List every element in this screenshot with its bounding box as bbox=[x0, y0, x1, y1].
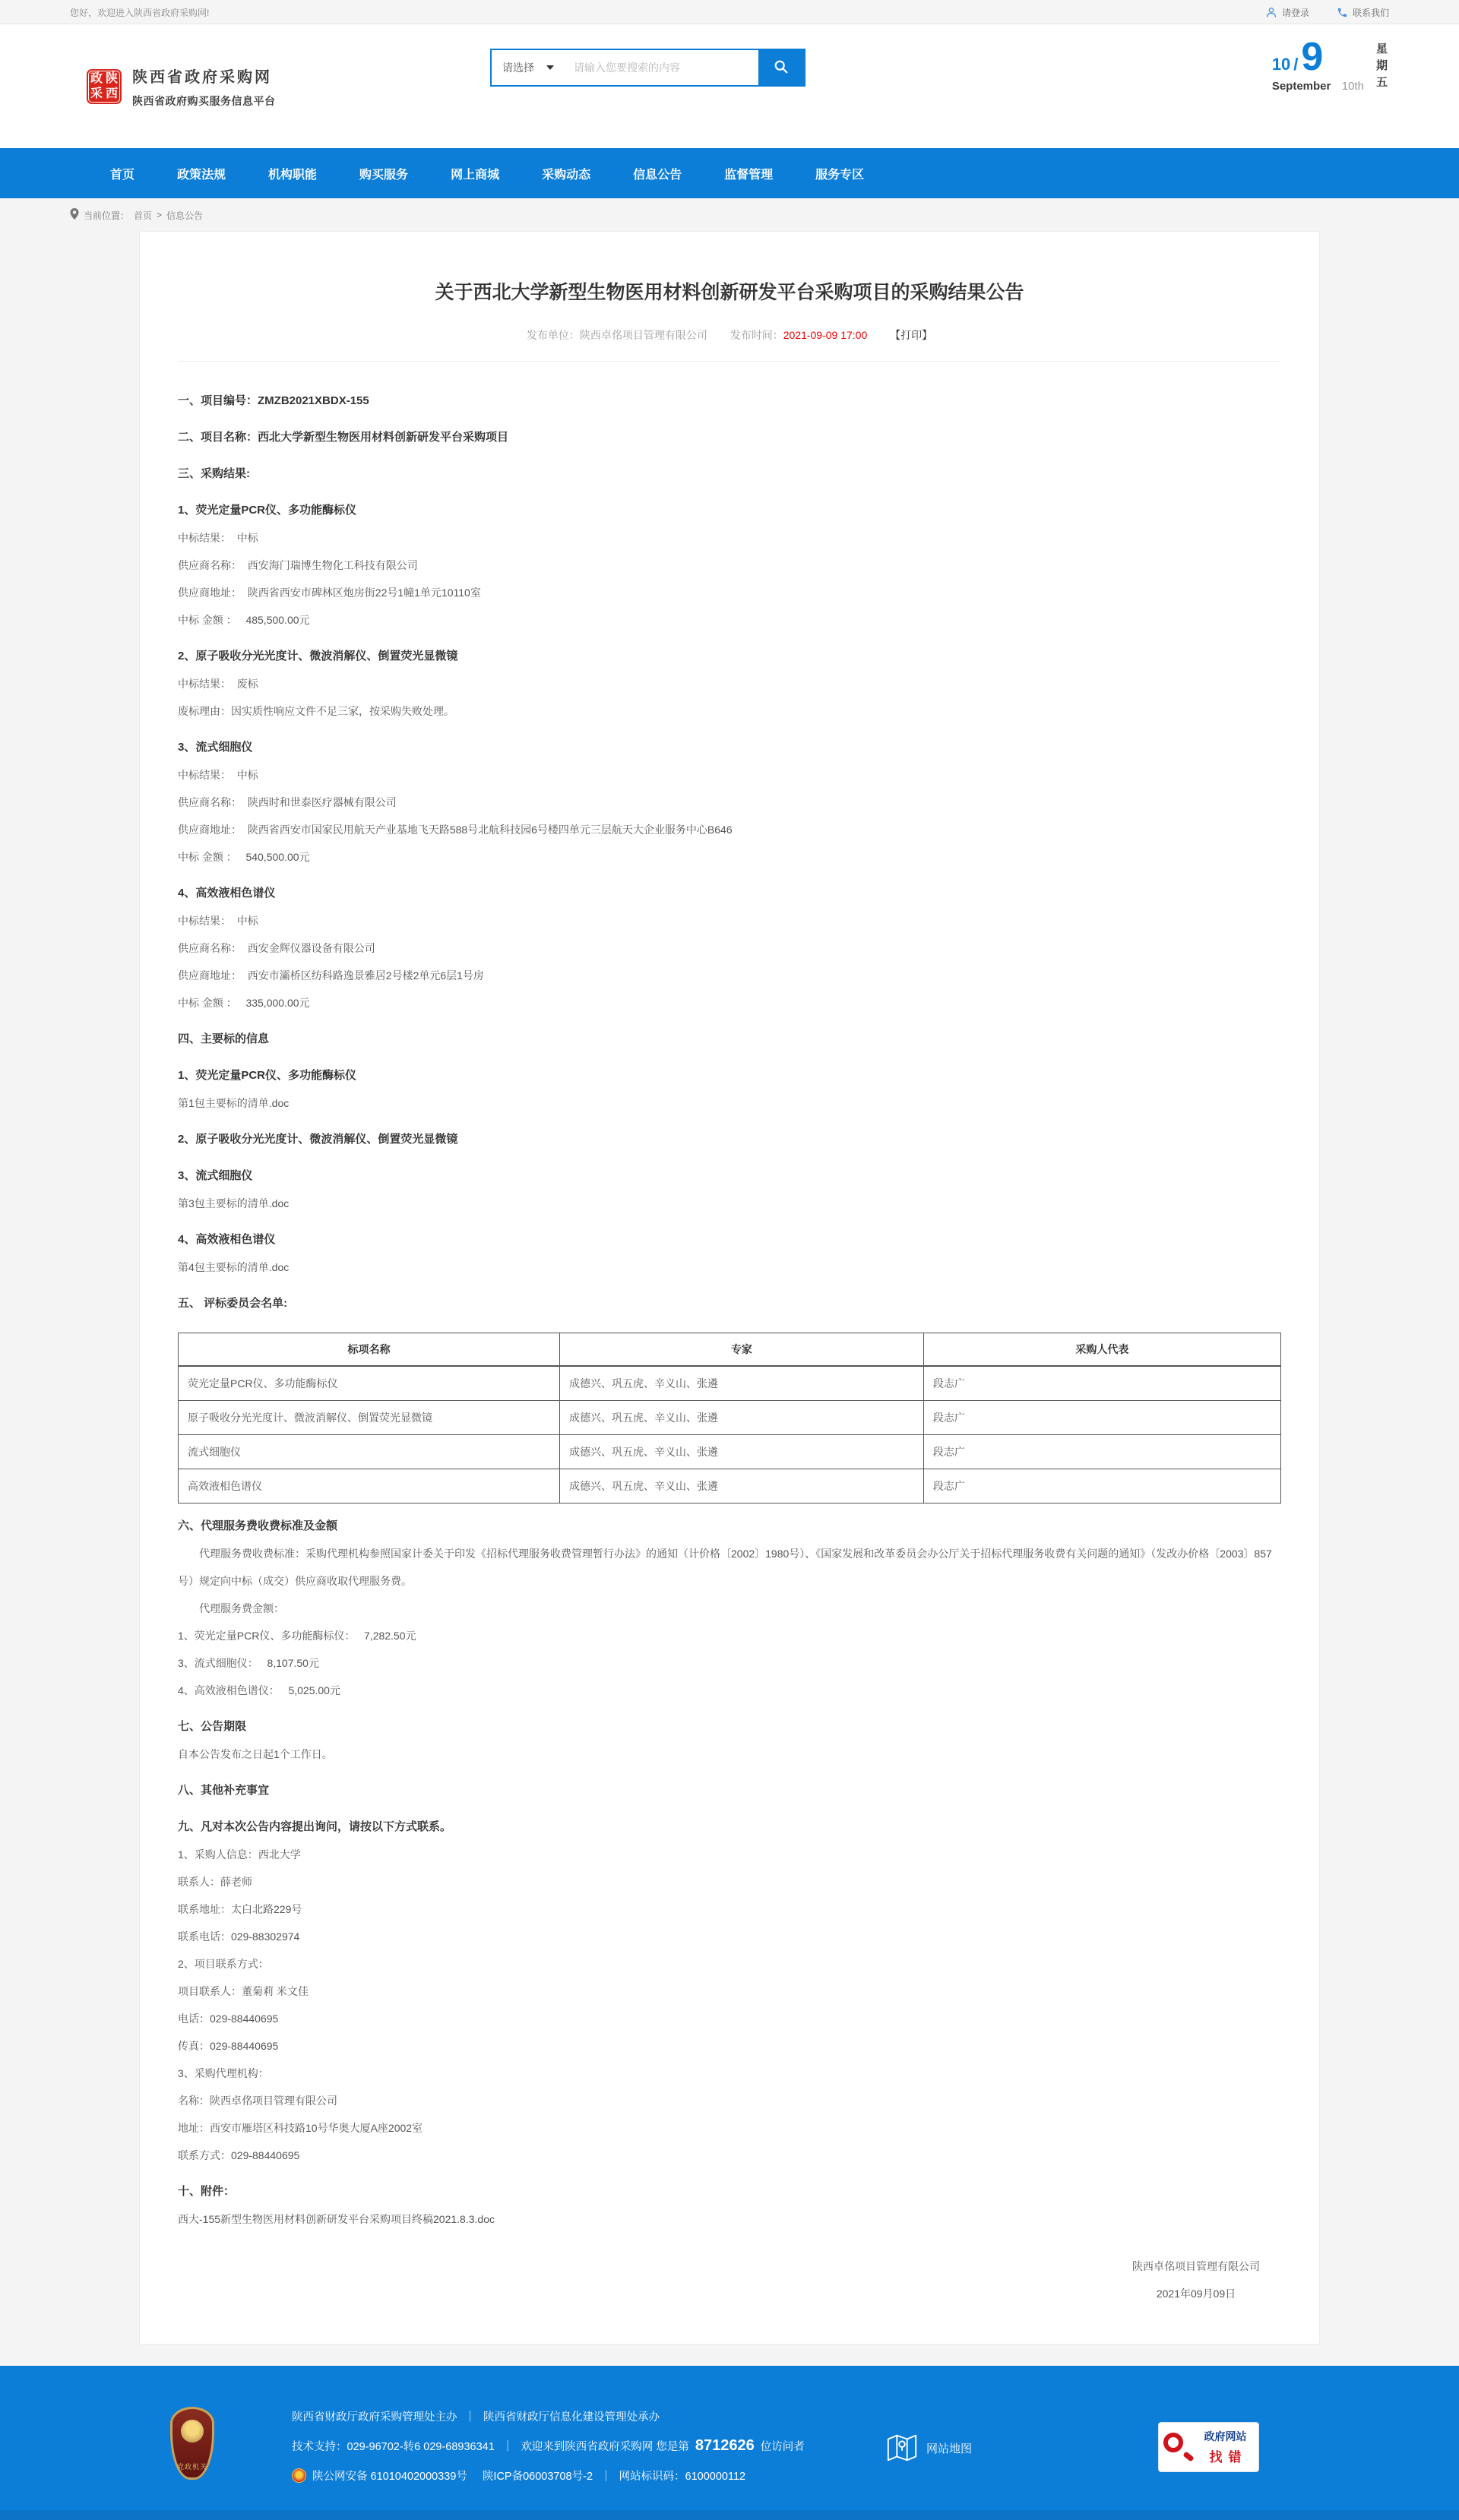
footer-line-host bbox=[292, 2401, 805, 2431]
body-line: 供应商名称： 西安海门瑞博生物化工科技有限公司 bbox=[178, 559, 418, 571]
publish-time-label: 发布时间： bbox=[730, 329, 783, 341]
body-line: 传真：029-88440695 bbox=[178, 2040, 279, 2052]
committee-table-cell: 段志广 bbox=[923, 1366, 1280, 1401]
article-meta bbox=[178, 327, 1281, 362]
attachment-link[interactable]: 西大-155新型生物医用材料创新研发平台采购项目终稿2021.8.3.doc bbox=[178, 2213, 495, 2225]
announcement-card bbox=[139, 231, 1320, 2345]
seal-char: 采 bbox=[90, 87, 103, 100]
login-link[interactable] bbox=[1265, 6, 1309, 19]
section-heading: 六、代理服务费收费标准及金额 bbox=[178, 1519, 338, 1532]
signature-company: 陕西卓佲项目管理有限公司 bbox=[1132, 2260, 1260, 2272]
sub-heading: 4、高效液相色谱仪 bbox=[178, 1233, 276, 1246]
committee-table-header-cell: 采购人代表 bbox=[923, 1333, 1280, 1367]
search-category-select[interactable] bbox=[492, 50, 571, 85]
section-heading: 九、凡对本次公告内容提出询问，请按以下方式联系。 bbox=[178, 1820, 452, 1833]
party-govt-badge-label: 党政机关 bbox=[176, 2463, 207, 2471]
site-name: 陕西省政府采购网 bbox=[132, 68, 272, 86]
committee-table-cell: 成德兴、巩五虎、辛义山、张遴 bbox=[560, 1469, 924, 1503]
footer-support: 技术支持：029-96702-转6 029-68936341 bbox=[292, 2441, 495, 2453]
logo-seal-icon bbox=[87, 69, 122, 104]
nav-item[interactable]: 购买服务 bbox=[359, 168, 409, 182]
search-icon bbox=[773, 58, 790, 77]
contact-link[interactable] bbox=[1337, 6, 1389, 19]
body-line: 联系人：薛老师 bbox=[178, 1876, 252, 1888]
section-heading: 五、 评标委员会名单: bbox=[178, 1297, 288, 1310]
site-logo[interactable] bbox=[87, 65, 276, 109]
sitemap-label: 网站地图 bbox=[926, 2442, 973, 2455]
site-footer bbox=[0, 2366, 1459, 2520]
visitor-suffix: 位访问者 bbox=[760, 2441, 805, 2453]
article-body bbox=[178, 387, 1281, 2233]
sub-heading: 4、高效液相色谱仪 bbox=[178, 887, 276, 900]
sub-heading: 2、原子吸收分光光度计、微波消解仪、倒置荧光显微镜 bbox=[178, 650, 458, 662]
date-ordinal: 10th bbox=[1341, 79, 1364, 93]
signature-block bbox=[178, 2253, 1281, 2307]
body-line: 中标结果： 中标 bbox=[178, 915, 258, 927]
attachment-link[interactable]: 第4包主要标的清单.doc bbox=[178, 1261, 290, 1273]
nav-item[interactable]: 首页 bbox=[110, 168, 135, 182]
body-line: 中标 金额 ： 485,500.00元 bbox=[178, 614, 310, 626]
nav-item[interactable]: 机构职能 bbox=[268, 168, 318, 182]
breadcrumb-separator: > bbox=[157, 210, 163, 220]
govt-site-error-report-badge[interactable] bbox=[1158, 2422, 1259, 2472]
footer-host: 陕西省财政厅政府采购管理处主办 bbox=[292, 2411, 457, 2424]
user-icon bbox=[1265, 6, 1277, 18]
body-line: 联系方式：029-88440695 bbox=[178, 2149, 300, 2161]
section-heading: 二、项目名称：西北大学新型生物医用材料创新研发平台采购项目 bbox=[178, 431, 509, 444]
committee-table-cell: 段志广 bbox=[923, 1401, 1280, 1435]
section-heading: 三、采购结果: bbox=[178, 467, 250, 480]
main-content bbox=[0, 231, 1459, 2366]
body-line: 供应商地址： 陕西省西安市国家民用航天产业基地飞天路588号北航科技园6号楼四单元三层航天大企业服务中心B646 bbox=[178, 824, 733, 836]
body-line: 中标结果： 中标 bbox=[178, 769, 258, 781]
breadcrumb-home-link[interactable]: 首页 bbox=[134, 210, 153, 221]
signature-date: 2021年09月09日 bbox=[1156, 2288, 1236, 2300]
body-line: 供应商地址： 陕西省西安市碑林区炮房街22号1幢1单元10110室 bbox=[178, 587, 481, 599]
body-line: 废标理由：因实质性响应文件不足三家，按采购失败处理。 bbox=[178, 705, 454, 717]
sub-heading: 2、原子吸收分光光度计、微波消解仪、倒置荧光显微镜 bbox=[178, 1133, 458, 1146]
publisher-label: 发布单位： bbox=[526, 329, 580, 341]
body-line: 2、项目联系方式： bbox=[178, 1958, 269, 1970]
body-line: 中标 金额 ： 335,000.00元 bbox=[178, 997, 310, 1009]
committee-table bbox=[178, 1333, 1281, 1503]
committee-table-cell: 段志广 bbox=[923, 1469, 1280, 1503]
top-bar bbox=[0, 0, 1459, 24]
body-line: 联系地址：太白北路229号 bbox=[178, 1903, 302, 1915]
body-line: 项目联系人：董菊莉 米文佳 bbox=[178, 1985, 309, 1997]
search-box bbox=[490, 49, 805, 87]
page-title: 关于西北大学新型生物医用材料创新研发平台采购项目的采购结果公告 bbox=[435, 282, 1024, 303]
error-badge-line1: 政府网站 bbox=[1204, 2430, 1247, 2443]
nav-item[interactable]: 采购动态 bbox=[542, 168, 591, 182]
error-badge-line2: 找错 bbox=[1209, 2450, 1248, 2465]
nav-item[interactable]: 信息公告 bbox=[633, 168, 682, 182]
public-security-emblem-icon bbox=[292, 2468, 306, 2483]
welcome-text: 您好，欢迎进入陕西省政府采购网! bbox=[70, 7, 210, 18]
footer-org: 陕西省财政厅信息化建设管理处承办 bbox=[483, 2411, 660, 2424]
search-button[interactable] bbox=[758, 50, 804, 85]
nav-item[interactable]: 监督管理 bbox=[724, 168, 774, 182]
body-line: 3、流式细胞仪： 8,107.50元 bbox=[178, 1657, 319, 1669]
committee-table-cell: 原子吸收分光光度计、微波消解仪、倒置荧光显微镜 bbox=[179, 1401, 560, 1435]
chevron-down-icon bbox=[546, 65, 554, 70]
committee-table-cell: 流式细胞仪 bbox=[179, 1435, 560, 1469]
committee-table-row bbox=[179, 1366, 1281, 1401]
contact-label: 联系我们 bbox=[1352, 7, 1389, 18]
visitor-count: 8712626 bbox=[695, 2437, 755, 2454]
committee-table-cell: 成德兴、巩五虎、辛义山、张遴 bbox=[560, 1435, 924, 1469]
sub-heading: 3、流式细胞仪 bbox=[178, 741, 253, 754]
section-heading: 一、项目编号：ZMZB2021XBDX-155 bbox=[178, 394, 369, 407]
body-line: 地址：西安市雁塔区科技路10号华奥大厦A座2002室 bbox=[178, 2122, 423, 2134]
location-pin-icon bbox=[70, 208, 79, 222]
footer-divider: ｜ bbox=[502, 2441, 514, 2453]
site-header bbox=[0, 24, 1459, 148]
committee-table-cell: 成德兴、巩五虎、辛义山、张遴 bbox=[560, 1366, 924, 1401]
nav-item[interactable]: 政策法规 bbox=[177, 168, 226, 182]
phone-icon bbox=[1337, 7, 1348, 18]
body-paragraph: 代理服务费金额： bbox=[199, 1602, 284, 1614]
site-id-code: 网站标识码：6100000112 bbox=[619, 2471, 746, 2483]
committee-table-cell: 段志广 bbox=[923, 1435, 1280, 1469]
seal-char: 政 bbox=[90, 71, 103, 85]
committee-table-row bbox=[179, 1469, 1281, 1503]
committee-table-cell: 荧光定量PCR仪、多功能酶标仪 bbox=[179, 1366, 560, 1401]
sub-heading: 3、流式细胞仪 bbox=[178, 1169, 253, 1182]
committee-table-cell: 高效液相色谱仪 bbox=[179, 1469, 560, 1503]
search-select-label: 请选择 bbox=[502, 62, 534, 74]
footer-welcome: 欢迎来到陕西省政府采购网 您是第 bbox=[521, 2441, 689, 2453]
committee-table-header-cell: 专家 bbox=[560, 1333, 924, 1367]
body-line: 3、采购代理机构： bbox=[178, 2067, 269, 2079]
section-heading: 十、附件： bbox=[178, 2185, 236, 2198]
nav-item[interactable]: 服务专区 bbox=[815, 168, 865, 182]
committee-table-row bbox=[179, 1401, 1281, 1435]
main-nav bbox=[0, 148, 1459, 198]
search-input[interactable] bbox=[571, 50, 758, 85]
map-icon bbox=[885, 2431, 919, 2465]
section-heading: 七、公告期限 bbox=[178, 1720, 247, 1733]
breadcrumb-current: 信息公告 bbox=[166, 210, 204, 221]
body-line: 中标结果： 中标 bbox=[178, 532, 258, 544]
breadcrumb-prefix: 当前位置： bbox=[84, 210, 130, 221]
date-month-name: September bbox=[1271, 79, 1331, 93]
sub-heading: 1、荧光定量PCR仪、多功能酶标仪 bbox=[178, 504, 357, 517]
login-label: 请登录 bbox=[1281, 7, 1309, 18]
security-registration[interactable]: 陕公网安备 61010402000339号 bbox=[312, 2471, 467, 2483]
committee-table-row bbox=[179, 1435, 1281, 1469]
date-slash: / bbox=[1293, 55, 1299, 74]
body-line: 自本公告发布之日起1个工作日。 bbox=[178, 1748, 333, 1760]
date-weekday: 星期五 bbox=[1376, 43, 1388, 89]
body-line: 1、荧光定量PCR仪、多功能酶标仪： 7,282.50元 bbox=[178, 1630, 416, 1642]
publisher-value: 陕西卓佲项目管理有限公司 bbox=[579, 329, 707, 341]
body-line: 中标结果： 废标 bbox=[178, 678, 258, 690]
body-line: 供应商名称： 陕西时和世泰医疗器械有限公司 bbox=[178, 796, 397, 808]
body-line: 1、采购人信息：西北大学 bbox=[178, 1848, 301, 1861]
body-line: 联系电话：029-88302974 bbox=[178, 1930, 300, 1943]
print-button[interactable]: 【打印】 bbox=[890, 329, 933, 341]
publish-time-value: 2021-09-09 17:00 bbox=[783, 329, 868, 341]
body-line: 4、高效液相色谱仪： 5,025.00元 bbox=[178, 1684, 340, 1696]
error-report-magnifier-icon bbox=[1162, 2428, 1195, 2466]
attachment-link[interactable]: 第1包主要标的清单.doc bbox=[178, 1097, 290, 1109]
nav-item[interactable]: 网上商城 bbox=[451, 168, 500, 182]
breadcrumb bbox=[0, 198, 1459, 231]
party-govt-badge-icon bbox=[170, 2407, 214, 2480]
body-line: 供应商名称： 西安金辉仪器设备有限公司 bbox=[178, 942, 375, 954]
attachment-link[interactable]: 第3包主要标的清单.doc bbox=[178, 1197, 290, 1209]
body-line: 名称：陕西卓佲项目管理有限公司 bbox=[178, 2095, 337, 2107]
footer-divider: ｜ bbox=[600, 2471, 612, 2483]
committee-table-header-cell: 标项名称 bbox=[179, 1333, 560, 1367]
seal-char: 陕 bbox=[105, 71, 118, 85]
body-line: 中标 金额 ： 540,500.00元 bbox=[178, 851, 310, 863]
body-paragraph: 代理服务费收费标准：采购代理机构参照国家计委关于印发《招标代理服务收费管理暂行办法》的通知（计价格〔2002〕1980号）、《国家发展和改革委员会办公厅关于招标代理服务收费有关问题的通知》（发改办价格〔2003〕857号）规定向中标（成交）供应商收取代理服务费。 bbox=[178, 1548, 1272, 1587]
footer-divider: ｜ bbox=[464, 2411, 476, 2424]
footer-line-registration bbox=[292, 2461, 805, 2490]
seal-char: 西 bbox=[105, 87, 118, 100]
body-line: 供应商地址： 西安市灞桥区纺科路逸景雅居2号楼2单元6层1号房 bbox=[178, 969, 484, 982]
footer-line-support bbox=[292, 2431, 805, 2461]
date-day: 10 bbox=[1271, 55, 1291, 74]
section-heading: 四、主要标的信息 bbox=[178, 1032, 270, 1045]
icp-registration[interactable]: 陕ICP备06003708号-2 bbox=[482, 2471, 593, 2483]
sub-heading: 1、荧光定量PCR仪、多功能酶标仪 bbox=[178, 1069, 357, 1082]
site-subtitle: 陕西省政府购买服务信息平台 bbox=[132, 94, 276, 107]
section-heading: 八、其他补充事宜 bbox=[178, 1784, 270, 1797]
date-widget bbox=[1271, 35, 1389, 93]
date-month: 9 bbox=[1301, 35, 1324, 79]
main-nav-list bbox=[70, 148, 1389, 198]
committee-table-cell: 成德兴、巩五虎、辛义山、张遴 bbox=[560, 1401, 924, 1435]
sitemap-link[interactable] bbox=[885, 2431, 972, 2465]
committee-table-header-row bbox=[179, 1333, 1281, 1367]
body-line: 电话：029-88440695 bbox=[178, 2013, 279, 2025]
